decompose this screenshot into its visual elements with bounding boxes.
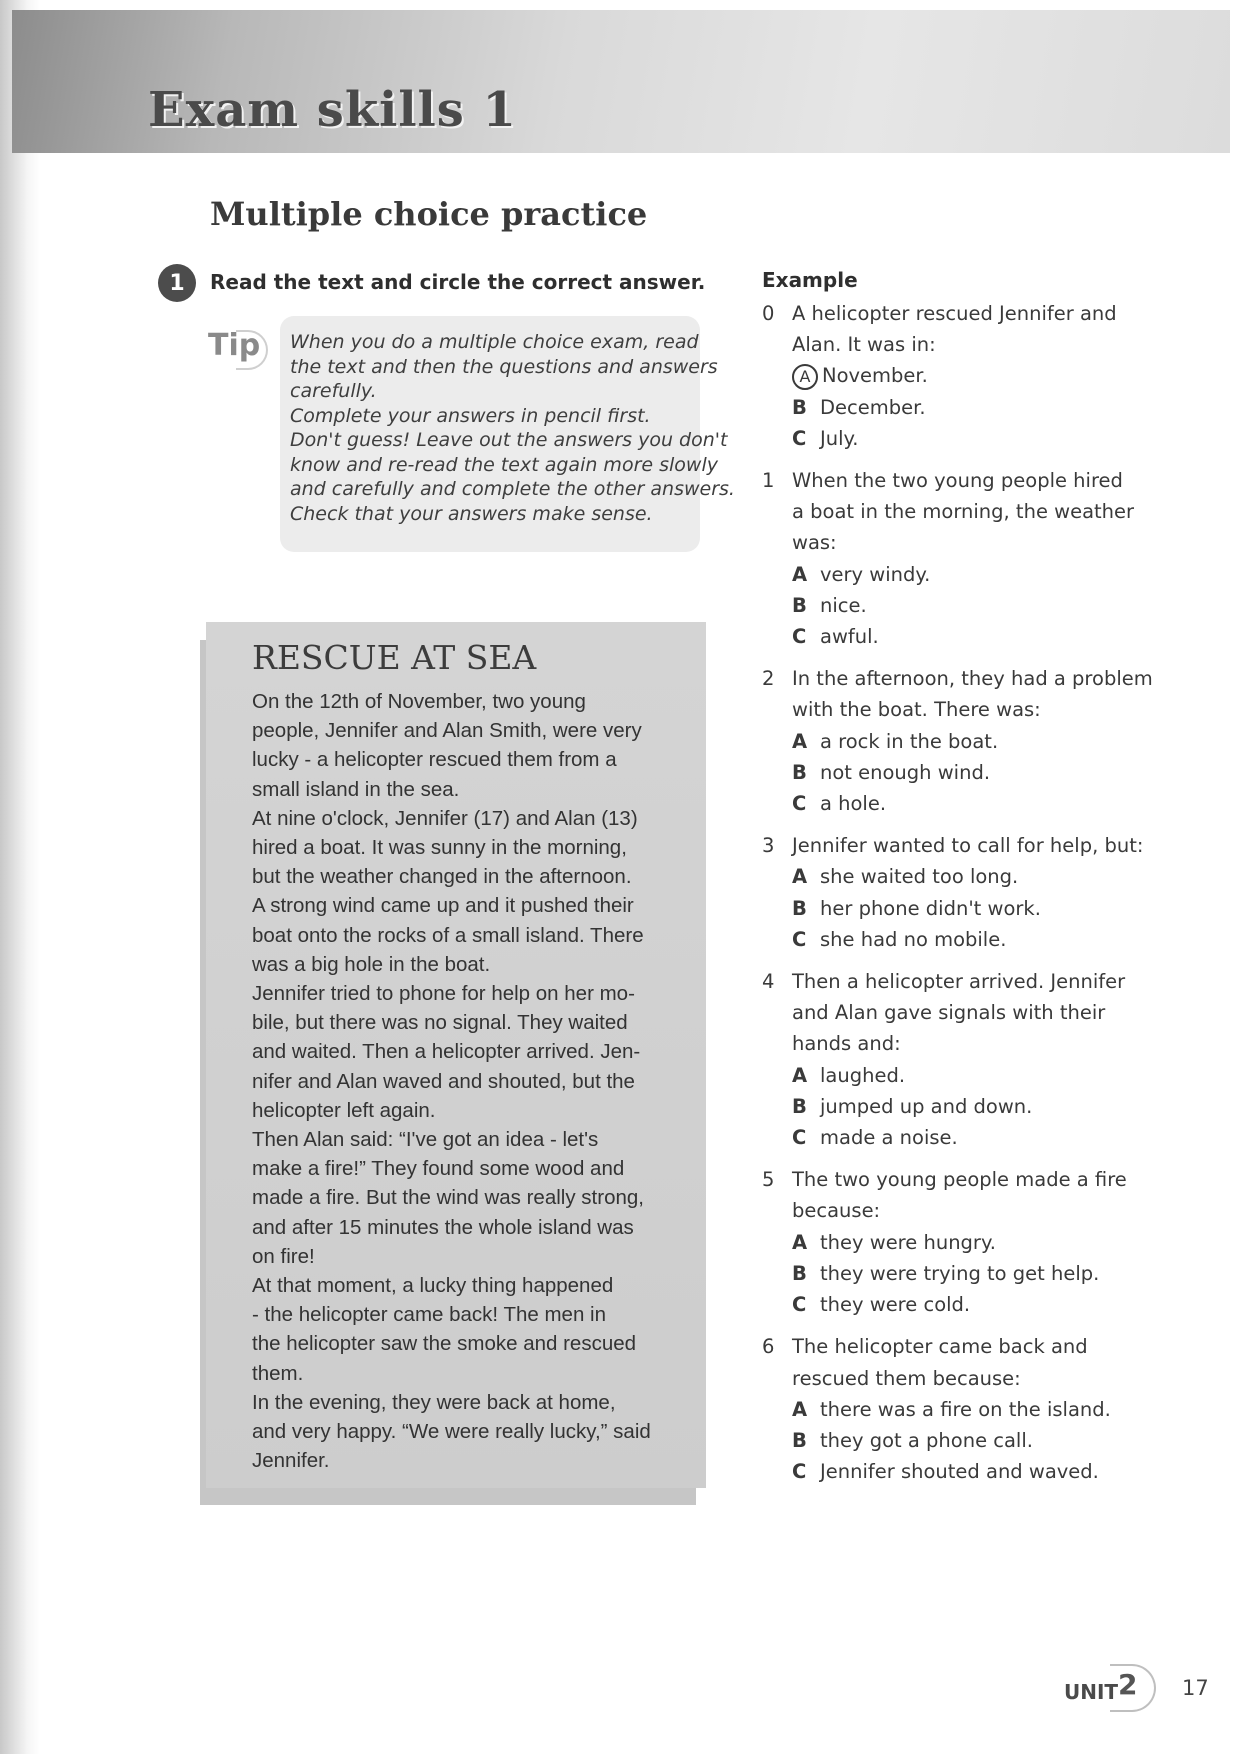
option-letter: B xyxy=(792,896,807,920)
option-text: July. xyxy=(820,426,859,450)
answer-option[interactable] xyxy=(762,1394,1162,1425)
passage-line: - the helicopter came back! The men in xyxy=(252,1303,606,1327)
question-number: 0 xyxy=(762,302,775,325)
passage-line: the helicopter saw the smoke and rescued xyxy=(252,1332,637,1356)
passage-line: people, Jennifer and Alan Smith, were very xyxy=(252,719,642,743)
option-text: December. xyxy=(820,395,926,419)
answer-option[interactable] xyxy=(762,861,1162,892)
answer-option[interactable] xyxy=(762,1425,1162,1456)
tip-line: Check that your answers make sense. xyxy=(290,502,653,525)
question-stem: The two young people made a fire xyxy=(792,1168,1127,1192)
answer-option[interactable] xyxy=(762,757,1162,788)
question-stem-row xyxy=(762,694,1162,725)
option-letter: C xyxy=(792,1460,807,1484)
passage-line: hired a boat. It was sunny in the morning, xyxy=(252,836,627,860)
circled-option-letter: A xyxy=(792,364,818,390)
question-item xyxy=(762,830,1162,955)
question-item xyxy=(762,663,1162,819)
option-text: they got a phone call. xyxy=(820,1428,1033,1452)
passage-line: In the evening, they were back at home, xyxy=(252,1390,616,1414)
option-text: her phone didn't work. xyxy=(820,896,1041,920)
passage-line: Jennifer tried to phone for help on her mo- xyxy=(252,982,635,1006)
exercise-instruction: Read the text and circle the correct answer. xyxy=(210,270,706,294)
page-title: Exam skills 1 xyxy=(148,82,517,138)
option-letter: C xyxy=(792,1126,807,1150)
answer-option[interactable] xyxy=(762,360,1162,391)
example-heading: Example xyxy=(762,268,858,292)
answer-option[interactable] xyxy=(762,1060,1162,1091)
question-stem: with the boat. There was: xyxy=(792,698,1041,722)
answer-option[interactable] xyxy=(762,1227,1162,1258)
unit-label: UNIT xyxy=(1064,1680,1119,1704)
passage-body xyxy=(252,687,706,1475)
option-letter: C xyxy=(792,792,807,816)
question-number: 5 xyxy=(762,1168,775,1192)
tip-bubble-icon xyxy=(236,330,268,370)
passage-line: Then Alan said: “I've got an idea - let's xyxy=(252,1128,599,1152)
question-stem-row xyxy=(762,527,1162,558)
option-letter: C xyxy=(792,426,807,450)
tip-line: and carefully and complete the other answers. xyxy=(290,478,735,500)
question-stem-row xyxy=(762,496,1162,527)
passage-line: small island in the sea. xyxy=(252,777,460,801)
question-stem: a boat in the morning, the weather xyxy=(792,500,1135,524)
question-stem-row xyxy=(762,997,1162,1028)
option-text: jumped up and down. xyxy=(820,1094,1033,1118)
question-number: 1 xyxy=(762,469,775,493)
passage-line: was a big hole in the boat. xyxy=(252,952,491,976)
answer-option[interactable] xyxy=(762,1122,1162,1153)
passage-line: A strong wind came up and it pushed their xyxy=(252,894,634,918)
option-letter: A xyxy=(792,562,808,586)
question-list xyxy=(762,298,1162,1487)
question-stem: and Alan gave signals with their xyxy=(792,1001,1106,1025)
answer-option[interactable] xyxy=(762,423,1162,454)
tip-line: the text and then the questions and answers xyxy=(290,355,718,378)
unit-number: 2 xyxy=(1118,1668,1138,1701)
option-text: Jennifer shouted and waved. xyxy=(820,1460,1099,1484)
option-text: not enough wind. xyxy=(820,760,991,784)
passage-line: them. xyxy=(252,1361,304,1385)
question-stem: because: xyxy=(792,1199,881,1223)
passage-line: but the weather changed in the afternoon. xyxy=(252,865,632,889)
question-stem: Jennifer wanted to call for help, but: xyxy=(792,834,1144,858)
option-letter: B xyxy=(792,1094,807,1118)
question-stem-row xyxy=(762,465,1162,496)
passage-line: and waited. Then a helicopter arrived. Jen- xyxy=(252,1040,641,1064)
question-stem-row xyxy=(762,1331,1162,1362)
question-number: 4 xyxy=(762,970,775,994)
question-stem: rescued them because: xyxy=(792,1366,1021,1390)
passage-line: nifer and Alan waved and shouted, but the xyxy=(252,1069,635,1093)
question-stem-row xyxy=(762,830,1162,861)
option-letter: C xyxy=(792,927,807,951)
question-stem: was: xyxy=(792,531,837,555)
section-title: Multiple choice practice xyxy=(210,195,648,233)
passage-line: make a fire!” They found some wood and xyxy=(252,1157,625,1181)
tip-label: Tip xyxy=(208,328,261,363)
question-stem: A helicopter rescued Jennifer and xyxy=(792,302,1117,325)
option-text: there was a fire on the island. xyxy=(820,1397,1111,1421)
passage-line: bile, but there was no signal. They waited xyxy=(252,1011,628,1035)
passage-line: At that moment, a lucky thing happened xyxy=(252,1274,614,1298)
answer-option[interactable] xyxy=(762,392,1162,423)
answer-option[interactable] xyxy=(762,621,1162,652)
option-text: they were trying to get help. xyxy=(820,1261,1100,1285)
question-item xyxy=(762,1164,1162,1320)
question-stem: Then a helicopter arrived. Jennifer xyxy=(792,970,1126,994)
question-item xyxy=(762,298,1162,454)
question-number: 3 xyxy=(762,834,775,858)
passage-line: helicopter left again. xyxy=(252,1098,436,1122)
question-stem: In the afternoon, they had a problem xyxy=(792,667,1153,691)
option-letter: C xyxy=(792,625,807,649)
option-text: she waited too long. xyxy=(820,865,1019,889)
question-stem-row xyxy=(762,1164,1162,1195)
question-stem: Alan. It was in: xyxy=(792,333,936,357)
option-text: she had no mobile. xyxy=(820,927,1007,951)
questions-column xyxy=(762,268,1162,1498)
passage-line: made a fire. But the wind was really strong, xyxy=(252,1186,644,1210)
question-item xyxy=(762,465,1162,652)
passage-line: boat onto the rocks of a small island. There xyxy=(252,923,644,947)
question-item xyxy=(762,966,1162,1153)
passage-line: and very happy. “We were really lucky,” said xyxy=(252,1420,651,1444)
question-stem: When the two young people hired xyxy=(792,469,1123,493)
option-letter: B xyxy=(792,760,807,784)
answer-option[interactable] xyxy=(762,893,1162,924)
option-letter: B xyxy=(792,395,807,419)
question-stem-row xyxy=(762,329,1162,360)
answer-option[interactable] xyxy=(762,1258,1162,1289)
option-text: made a noise. xyxy=(820,1126,958,1150)
tip-line: Complete your answers in pencil first. xyxy=(290,404,651,427)
option-letter: A xyxy=(792,1230,808,1254)
question-stem-row xyxy=(762,1028,1162,1059)
tip-box xyxy=(280,316,735,552)
option-text: they were cold. xyxy=(820,1293,971,1317)
passage-title: RESCUE AT SEA xyxy=(252,638,537,677)
question-stem-row xyxy=(762,1363,1162,1394)
passage-line: lucky - a helicopter rescued them from a xyxy=(252,748,617,772)
option-text: November. xyxy=(822,364,928,388)
passage-line: and after 15 minutes the whole island was xyxy=(252,1215,634,1239)
option-letter: A xyxy=(792,1397,808,1421)
question-stem-row xyxy=(762,663,1162,694)
tip-line: carefully. xyxy=(290,380,377,402)
option-letter: A xyxy=(792,1063,808,1087)
answer-option[interactable] xyxy=(762,590,1162,621)
passage-line: on fire! xyxy=(252,1244,315,1268)
tip-line: know and re-read the text again more slowly xyxy=(290,453,718,476)
option-text: nice. xyxy=(820,593,867,617)
exercise-number-badge: 1 xyxy=(158,264,196,302)
question-number: 6 xyxy=(762,1335,775,1359)
question-stem-row xyxy=(762,298,1162,329)
question-stem-row xyxy=(762,966,1162,997)
reading-passage xyxy=(206,622,706,1488)
tip-line: When you do a multiple choice exam, read xyxy=(290,331,699,353)
question-stem: hands and: xyxy=(792,1032,901,1056)
answer-option[interactable] xyxy=(762,924,1162,955)
option-text: very windy. xyxy=(820,562,931,586)
option-text: a rock in the boat. xyxy=(820,729,999,753)
question-stem-row xyxy=(762,1195,1162,1226)
option-text: they were hungry. xyxy=(820,1230,996,1254)
option-letter: A xyxy=(792,865,808,889)
option-letter: C xyxy=(792,1293,807,1317)
option-letter: B xyxy=(792,1428,807,1452)
question-number: 2 xyxy=(762,667,775,691)
answer-option[interactable] xyxy=(762,726,1162,757)
option-text: awful. xyxy=(820,625,879,649)
answer-option[interactable] xyxy=(762,1289,1162,1320)
passage-line: At nine o'clock, Jennifer (17) and Alan (13) xyxy=(252,806,638,830)
passage-line: On the 12th of November, two young xyxy=(252,690,586,713)
option-letter: A xyxy=(792,729,808,753)
question-stem: The helicopter came back and xyxy=(792,1335,1088,1359)
page-number: 17 xyxy=(1182,1676,1209,1700)
option-text: a hole. xyxy=(820,792,887,816)
option-letter: B xyxy=(792,1261,807,1285)
answer-option[interactable] xyxy=(762,788,1162,819)
page-binding-shadow xyxy=(0,0,40,1754)
question-item xyxy=(762,1331,1162,1487)
answer-option[interactable] xyxy=(762,1091,1162,1122)
tip-line: Don't guess! Leave out the answers you don't xyxy=(290,429,728,451)
passage-line: Jennifer. xyxy=(252,1449,330,1473)
answer-option[interactable] xyxy=(762,559,1162,590)
answer-option[interactable] xyxy=(762,1456,1162,1487)
option-letter: B xyxy=(792,593,807,617)
option-text: laughed. xyxy=(820,1063,906,1087)
